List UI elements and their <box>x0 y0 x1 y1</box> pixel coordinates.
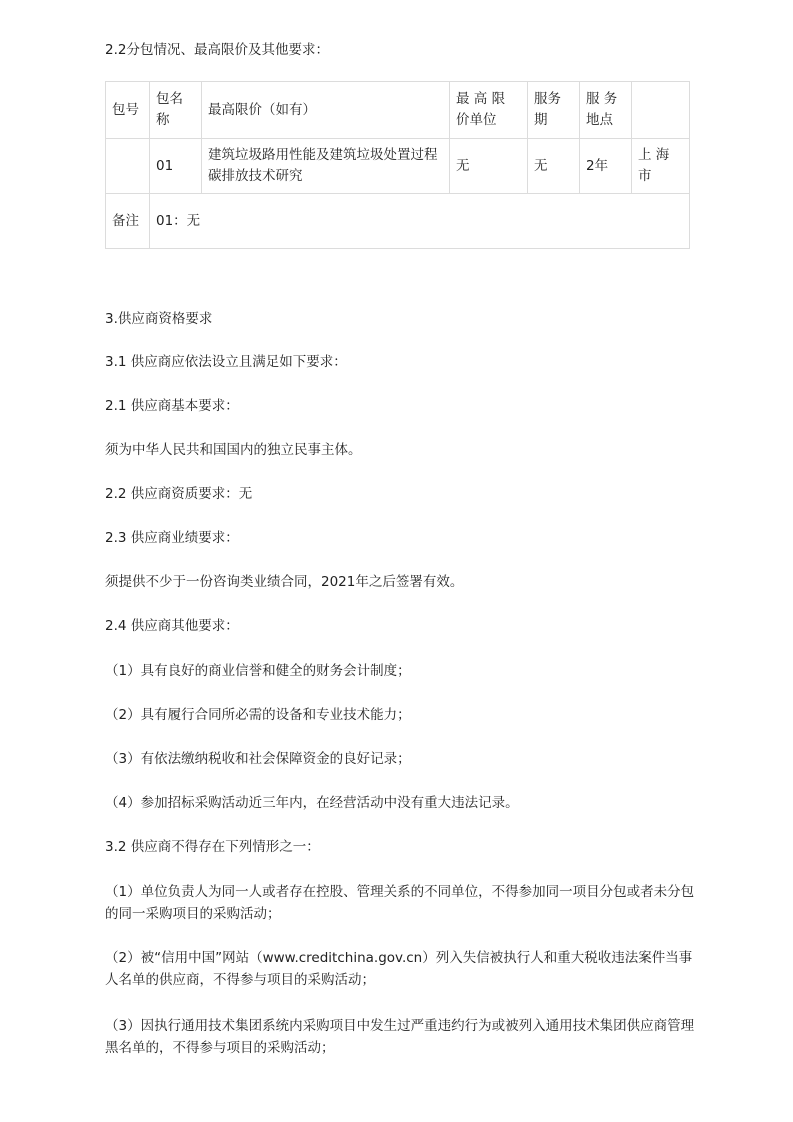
package-table <box>105 81 690 249</box>
note-label: 备注 <box>106 194 150 249</box>
exclusion-1: （1）单位负责人为同一人或者存在控股、管理关系的不同单位，不得参加同一项目分包或者未分包的同一采购项目的采购活动； <box>105 884 695 922</box>
exclusion-2: （2）被“信用中国”网站（www.creditchina.gov.cn）列入失信被执行人和重大税收违法案件当事人名单的供应商，不得参与项目的采购活动； <box>105 950 693 988</box>
note-value: 01：无 <box>150 194 690 249</box>
item-2-3: 2.3 供应商业绩要求： <box>105 530 239 546</box>
header-max-price: 最高限价（如有） <box>202 82 450 139</box>
row-max-price: 建筑垃圾路用性能及建筑垃圾处置过程碳排放技术研究 <box>202 139 450 194</box>
header-service-location: 服 务 地点 <box>580 82 632 139</box>
other-req-1: （1）具有良好的商业信誉和健全的财务会计制度； <box>105 663 411 679</box>
exclusion-3: （3）因执行通用技术集团系统内采购项目中发生过严重违约行为或被列入通用技术集团供应商管理黑名单的，不得参与项目的采购活动； <box>105 1018 695 1056</box>
row-extra: 上 海 市 <box>632 139 690 194</box>
other-req-2: （2）具有履行合同所必需的设备和专业技术能力； <box>105 707 411 723</box>
row-pkg-no <box>106 139 150 194</box>
header-price-unit: 最 高 限 价单位 <box>450 82 528 139</box>
header-pkg-no: 包号 <box>106 82 150 139</box>
item-2-4: 2.4 供应商其他要求： <box>105 618 239 634</box>
section-3-heading: 3.供应商资格要求 <box>105 311 213 327</box>
item-2-3-text: 须提供不少于一份咨询类业绩合同，2021年之后签署有效。 <box>105 574 464 590</box>
header-pkg-name: 包名称 <box>150 82 202 139</box>
other-req-3: （3）有依法缴纳税收和社会保障资金的良好记录； <box>105 751 411 767</box>
table-row <box>106 139 690 194</box>
section-2-2-heading: 2.2分包情况、最高限价及其他要求： <box>105 42 329 58</box>
row-pkg-name: 01 <box>150 139 202 194</box>
row-service-period: 无 <box>528 139 580 194</box>
item-2-1-text: 须为中华人民共和国国内的独立民事主体。 <box>105 442 362 458</box>
header-service-period: 服务期 <box>528 82 580 139</box>
section-3-2: 3.2 供应商不得存在下列情形之一： <box>105 839 320 855</box>
item-2-1: 2.1 供应商基本要求： <box>105 398 239 414</box>
table-note-row <box>106 194 690 249</box>
table-header-row <box>106 82 690 139</box>
row-service-location: 2年 <box>580 139 632 194</box>
other-req-4: （4）参加招标采购活动近三年内，在经营活动中没有重大违法记录。 <box>105 795 519 811</box>
section-3-1: 3.1 供应商应依法设立且满足如下要求： <box>105 354 347 370</box>
row-price-unit: 无 <box>450 139 528 194</box>
header-extra <box>632 82 690 139</box>
item-2-2: 2.2 供应商资质要求：无 <box>105 486 253 502</box>
